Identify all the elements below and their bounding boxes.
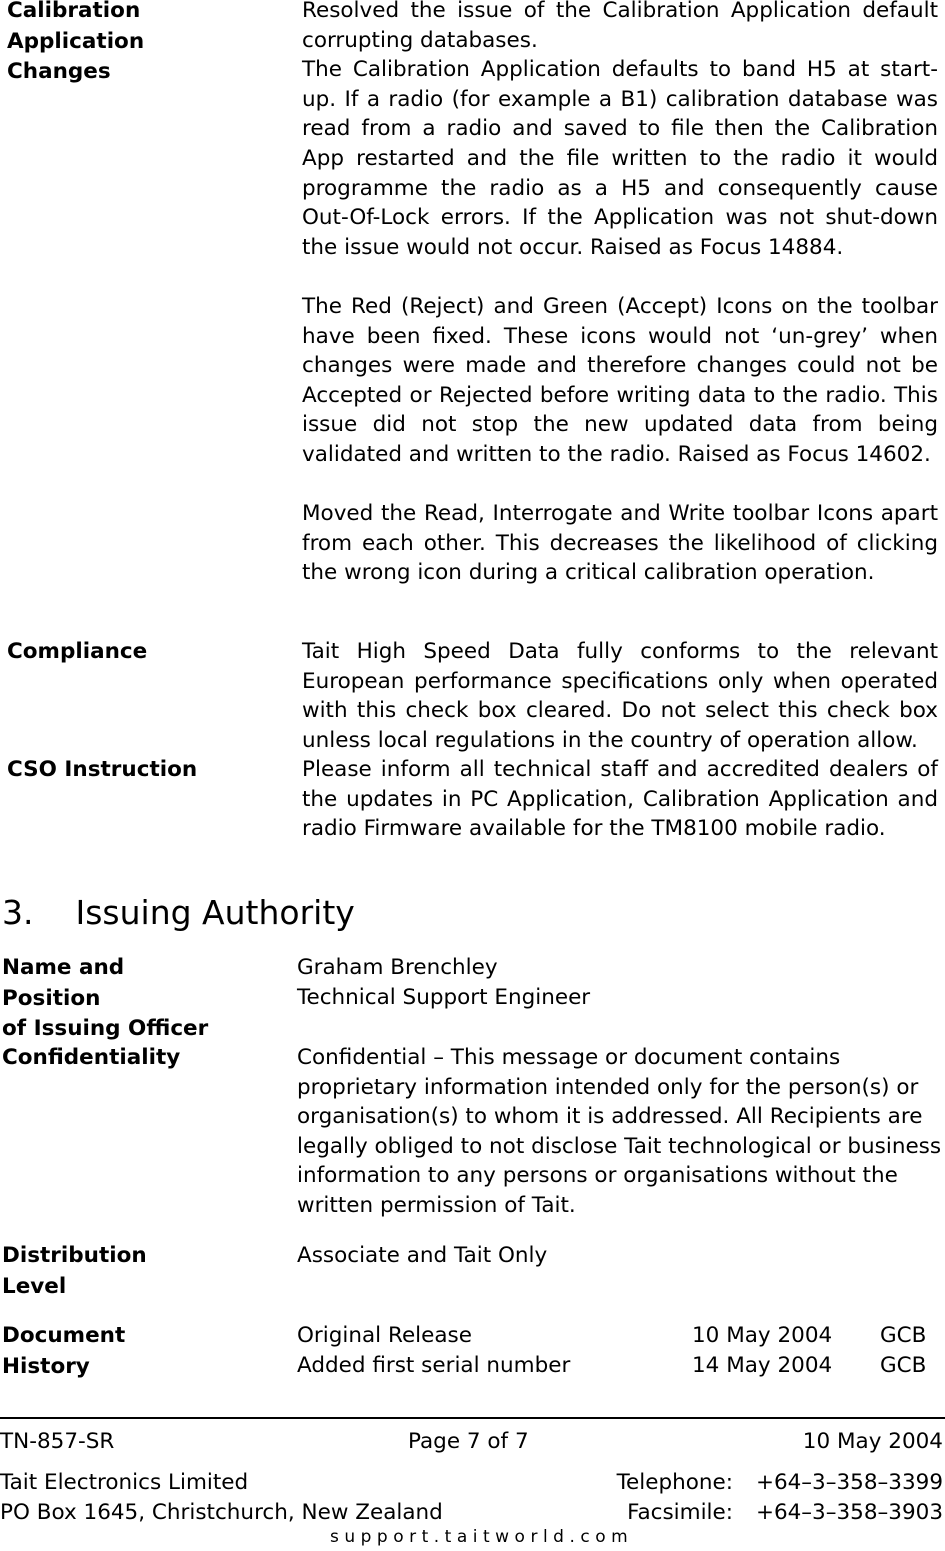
calibration-paragraph: The Red (Reject) and Green (Accept) Icons on the toolbar have been fixed. These icons would not ‘un-grey’ when changes were made and therefore changes could not be Accepted or Rejected before writing data to the radio. This issue did not stop the new updated data from being validated and written to the radio. Raised as Focus 14602. [302,293,938,467]
label-line: Level [2,1273,67,1299]
label-line: Document [2,1323,126,1348]
distribution-value: Associate and Tait Only [297,1243,548,1268]
footer-date: 10 May 2004 [802,1429,943,1454]
history-initials: GCB [880,1323,927,1348]
history-label [2,1321,125,1382]
footer-fax-label: Facsimile: [627,1500,733,1525]
footer-address: PO Box 1645, Christchurch, New Zealand [0,1500,443,1525]
confidentiality-label-text: Confidentiality [2,1045,181,1070]
footer-telephone-label: Telephone: [616,1470,733,1495]
section-title: Issuing Authority [75,893,355,932]
confidentiality-line: Confidential – This message or document contains [297,1045,841,1070]
cso-text: Please inform all technical staff and accredited dealers of the updates in PC Application, Calibration Application and radio Firmware available for the TM8100 mobile radio. [302,757,938,842]
confidentiality-line: information to any persons or organisations without the [297,1163,898,1189]
calibration-body [302,0,938,588]
officer-name: Graham Brenchley [297,955,498,980]
confidentiality-line: organisation(s) to whom it is addressed. All Recipients are [297,1104,923,1130]
officer-label [2,953,208,1045]
confidentiality-label [2,1043,180,1074]
compliance-label [7,637,147,668]
footer-fax: +64–3–358–3903 [755,1500,943,1525]
footer-doc-id: TN-857-SR [0,1429,115,1454]
history-description: Original Release [297,1323,472,1348]
history-initials: GCB [880,1353,927,1378]
compliance-label-text: Compliance [7,639,148,664]
label-line: of Issuing Officer [2,1016,209,1041]
calibration-paragraph: Moved the Read, Interrogate and Write toolbar Icons apart from each other. This decreases the likelihood of clicking the wrong icon during a critical calibration operation. [302,501,938,586]
section-heading [2,893,355,933]
compliance-text: Tait High Speed Data fully conforms to the relevant European performance specifications only when operated with this check box cleared. Do not select this check box unless local regulations in the country of operation allow. [302,639,938,753]
calibration-label [7,0,144,88]
cso-label [7,755,197,786]
officer-value [297,953,590,1012]
label-line: Distribution [2,1243,147,1268]
section-number: 3. [2,893,34,932]
footer-divider [0,1417,945,1419]
distribution-label [2,1241,147,1302]
history-date: 14 May 2004 [692,1353,833,1378]
cso-label-text: CSO Instruction [7,757,198,782]
calibration-paragraph: The Calibration Application defaults to band H5 at start-up. If a radio (for example a B1) calibration database was read from a radio and saved to file then the Calibration App restarted and the file written to the radio it would programme the radio as a H5 and consequently cause Out-Of-Lock errors. If the Application was not shut-down the issue would not occur. Raised as Focus 14884. [302,57,938,260]
confidentiality-line: proprietary information intended only for the person(s) or [297,1074,919,1100]
label-line: Calibration [7,0,141,23]
label-line: Application [7,28,145,54]
label-line: Position [2,985,101,1011]
footer-page-number: Page 7 of 7 [408,1429,529,1454]
footer-website: support.taitworld.com [330,1527,634,1547]
confidentiality-text [297,1043,941,1221]
confidentiality-line: legally obliged to not disclose Tait technological or business [297,1133,942,1159]
label-line: Name and [2,955,125,980]
label-line: History [2,1353,90,1379]
history-description: Added first serial number [297,1353,571,1378]
calibration-paragraph: Resolved the issue of the Calibration Application default corrupting databases. [302,0,938,53]
officer-position: Technical Support Engineer [297,984,591,1010]
confidentiality-line: written permission of Tait. [297,1192,576,1218]
label-line: Changes [7,59,111,84]
history-date: 10 May 2004 [692,1323,833,1348]
footer-telephone: +64–3–358–3399 [755,1470,943,1495]
footer-company: Tait Electronics Limited [0,1470,249,1495]
